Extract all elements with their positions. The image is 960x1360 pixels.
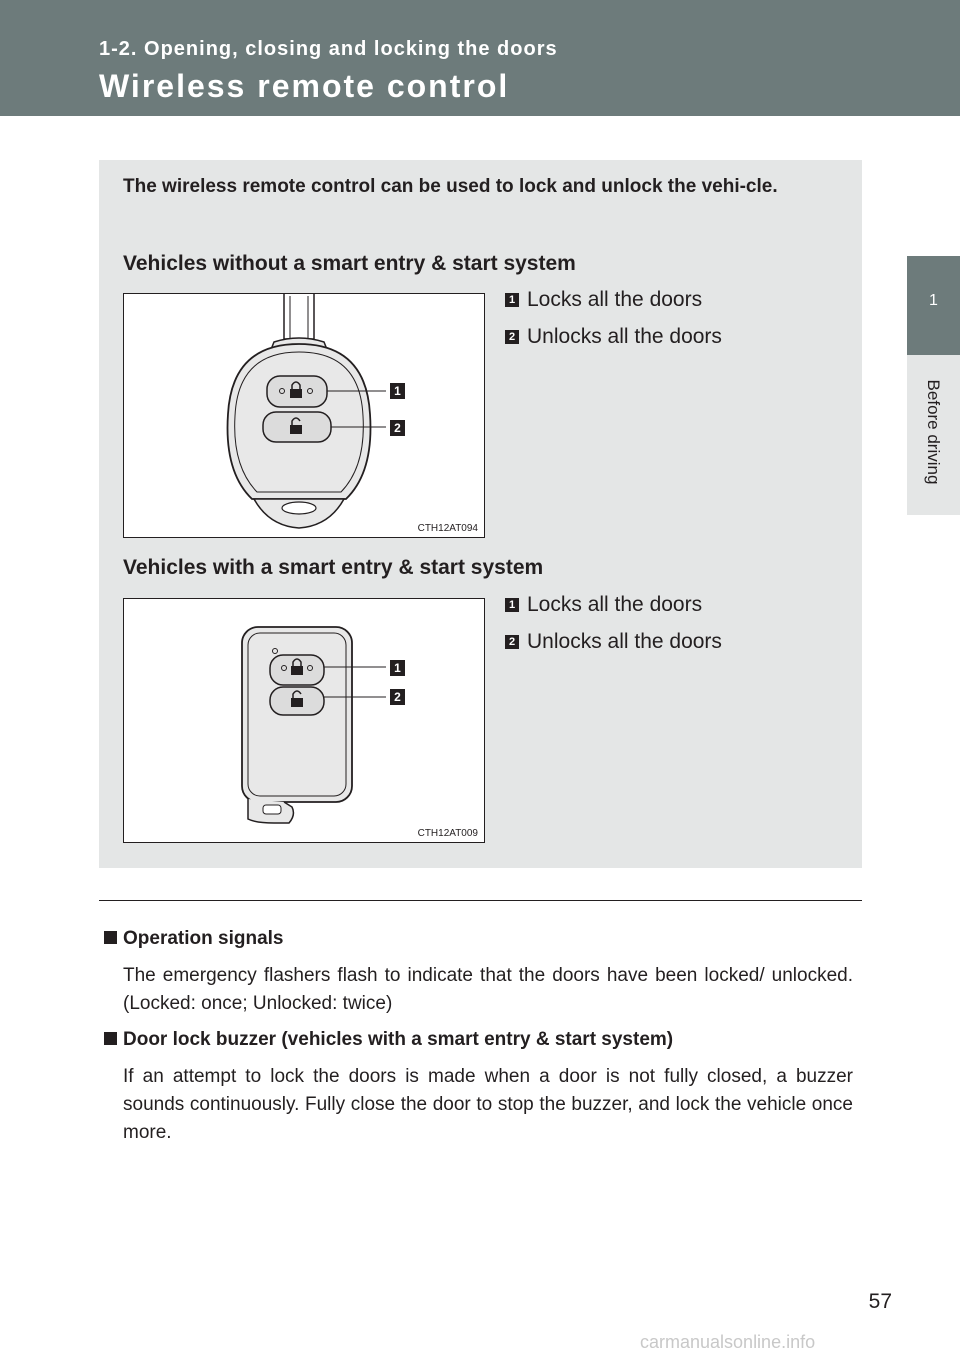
group-heading-without-smart-entry: Vehicles without a smart entry & start system [123,252,576,275]
group-heading-with-smart-entry: Vehicles with a smart entry & start system [123,556,544,579]
page-title: Wireless remote control [99,68,510,104]
figure-code: CTH12AT094 [417,523,478,534]
section-title: 1-2. Opening, closing and locking the doors [99,38,558,60]
callout-text: Unlocks all the doors [527,325,722,348]
note-title: Operation signals [123,928,284,949]
watermark: carmanualsonline.info [640,1332,816,1352]
chapter-tab-label: Before driving [924,379,943,485]
key-illustration-without-smart-entry [123,293,485,538]
note-title: Door lock buzzer (vehicles with a smart entry & start system) [123,1029,674,1050]
callout-number: 1 [505,293,519,307]
svg-text:2: 2 [394,421,401,435]
note-body: The emergency flashers flash to indicate that the doors have been locked/ unlocked. (Locked: once; Unlocked: twice) [123,965,853,1014]
intro-text: The wireless remote control can be used to lock and unlock the vehi-cle. [123,176,778,197]
note-heading [104,928,283,950]
callout-text: Locks all the doors [527,593,703,616]
square-bullet-icon [104,931,117,944]
callout-lock [505,593,702,619]
svg-text:1: 1 [394,661,401,675]
section-divider [99,900,862,901]
key-illustration-with-smart-entry [123,598,485,843]
callout-unlock [505,630,722,656]
callout-unlock [505,325,722,351]
callout-text: Unlocks all the doors [527,630,722,653]
chapter-tab-number: 1 [929,292,938,309]
figure-code: CTH12AT009 [417,828,478,839]
callout-number: 2 [505,330,519,344]
callout-text: Locks all the doors [527,288,703,311]
smart-key-drawing [124,599,485,843]
page-header [0,0,960,116]
page-number: 57 [868,1290,892,1313]
note-body: If an attempt to lock the doors is made when a door is not fully closed, a buzzer sounds continuously. Fully close the door to stop the buzzer, and lock the vehicle once more. [123,1066,853,1143]
callout-number: 1 [505,598,519,612]
callout-number: 2 [505,635,519,649]
callout-lock [505,288,702,314]
svg-text:2: 2 [394,690,401,704]
note-heading [104,1029,673,1051]
key-fob-drawing [124,294,485,538]
square-bullet-icon [104,1032,117,1045]
svg-text:1: 1 [394,384,401,398]
